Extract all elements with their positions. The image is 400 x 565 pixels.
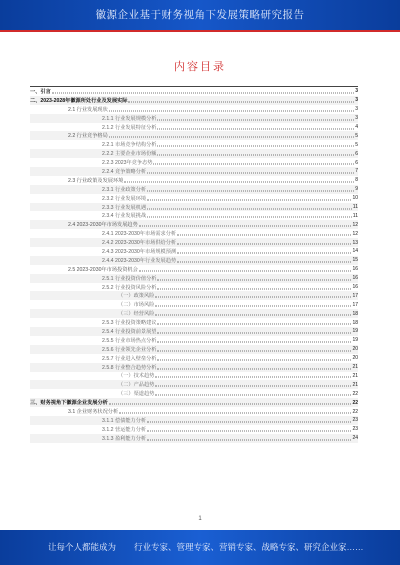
- toc-entry[interactable]: [30, 380, 358, 389]
- toc-entry-page: 17: [352, 301, 358, 308]
- toc-entry-page: 9: [355, 186, 358, 193]
- toc-entry-label: 3.1 企业财务状况分析: [68, 409, 119, 415]
- toc-entry-page: 21: [352, 372, 358, 379]
- toc-entry-page: 3: [355, 115, 358, 122]
- toc-entry[interactable]: [30, 105, 358, 114]
- toc-leader-dots: [109, 404, 352, 405]
- toc-entry-label: 2.3.1 行业政策分析: [102, 186, 147, 193]
- toc-entry-page: 22: [352, 399, 358, 406]
- toc-leader-dots: [177, 261, 351, 262]
- header-banner: [0, 0, 400, 30]
- toc-leader-dots: [155, 315, 351, 316]
- toc-entry-page: 23: [352, 426, 358, 433]
- toc-entry-page: 16: [352, 275, 358, 282]
- toc-leader-dots: [147, 208, 352, 209]
- toc-entry[interactable]: [30, 167, 358, 176]
- toc-leader-dots: [177, 244, 351, 245]
- toc-entry-page: 12: [352, 230, 358, 237]
- report-title: 徽源企业基于财务视角下发展策略研究报告: [95, 9, 305, 21]
- toc-entry-label: 2.3.2 行业发展环境: [102, 195, 147, 202]
- toc-entry-label: 2.5.2 行业投资风险分析: [102, 284, 157, 291]
- toc-entry[interactable]: [30, 283, 358, 292]
- toc-entry-label: （二）产品趋势: [118, 382, 155, 389]
- toc-leader-dots: [128, 101, 354, 102]
- toc-leader-dots: [155, 395, 351, 396]
- toc-leader-dots: [157, 288, 351, 289]
- toc-entry-label: 2.4 2023-2030年市场发展趋势: [68, 222, 138, 229]
- toc-leader-dots: [157, 332, 351, 333]
- toc-entry-page: 16: [352, 284, 358, 291]
- toc-entry-page: 21: [352, 364, 358, 371]
- toc-entry[interactable]: [30, 238, 358, 247]
- toc-entry-page: 24: [352, 435, 358, 442]
- toc-entry-page: 11: [352, 204, 358, 211]
- toc-entry-label: （二）市场风险: [118, 302, 155, 309]
- footer-banner: [0, 530, 400, 565]
- toc-entry-label: 3.1.2 营运能力分析: [102, 426, 147, 433]
- toc-entry-label: 2.1.1 行业发展规模分析: [102, 115, 157, 122]
- toc-entry-label: 二、2023-2028年徽源所处行业及发展实际: [30, 97, 128, 104]
- toc-entry-label: 2.5.5 行业市场热点分析: [102, 337, 157, 344]
- toc-entry[interactable]: [30, 211, 358, 220]
- toc-entry-label: 2.5.3 行业投资策略建议: [102, 320, 157, 327]
- toc-entry-page: 20: [352, 346, 358, 353]
- toc-leader-dots: [147, 430, 351, 431]
- toc-entry[interactable]: [30, 372, 358, 381]
- toc-leader-dots: [177, 252, 351, 253]
- header-divider: [0, 30, 400, 32]
- toc-entry[interactable]: [30, 327, 358, 336]
- toc-entry[interactable]: [30, 96, 358, 105]
- toc-entry[interactable]: [30, 203, 358, 212]
- toc-entry-page: 4: [355, 124, 358, 130]
- toc-heading: 内容目录: [174, 61, 226, 73]
- toc-entry-page: 23: [352, 417, 358, 424]
- toc-entry-label: 2.4.3 2023-2030年市场规模预测: [102, 248, 177, 255]
- toc-entry-page: 5: [355, 141, 358, 148]
- toc-entry-label: 2.3.4 行业发展挑战: [102, 213, 147, 220]
- toc-leader-dots: [157, 119, 354, 120]
- toc-entry-label: 2.4.2 2023-2030年市场供给分析: [102, 240, 177, 247]
- toc-entry-label: 2.5.4 行业投资前景展望: [102, 328, 157, 335]
- toc-entry-page: 3: [355, 106, 358, 113]
- toc-entry[interactable]: [30, 345, 358, 354]
- toc-entry-label: 2.5.1 行业投资价值分析: [102, 275, 157, 282]
- toc-entry-page: 21: [352, 381, 358, 388]
- toc-entry-page: 20: [352, 355, 358, 362]
- toc-leader-dots: [157, 350, 351, 351]
- page-number: 1: [198, 516, 202, 522]
- toc-entry[interactable]: [30, 389, 358, 398]
- toc-entry[interactable]: [30, 176, 358, 185]
- toc-leader-dots: [157, 128, 354, 129]
- toc-entry-label: 2.2.3 2023年竞争态势: [102, 160, 153, 167]
- toc-entry-page: 13: [352, 239, 358, 246]
- toc-entry[interactable]: [30, 131, 358, 140]
- toc-entry-label: 2.1 行业发展现状: [68, 106, 108, 113]
- toc-leader-dots: [157, 359, 351, 360]
- toc-entry-page: 3: [355, 88, 358, 95]
- toc-leader-dots: [157, 279, 351, 280]
- toc-entry[interactable]: [30, 140, 358, 149]
- toc-entry-page: 19: [352, 328, 358, 335]
- toc-leader-dots: [147, 421, 351, 422]
- toc-entry-label: 三、财务视角下徽源企业发展分析: [30, 400, 108, 407]
- toc-entry-label: （三）渠道趋势: [118, 391, 155, 398]
- toc-entry-page: 6: [355, 159, 358, 166]
- toc-entry-page: 17: [352, 292, 358, 299]
- toc-entry[interactable]: [30, 416, 358, 425]
- footer-left-text: 让每个人都能成为: [48, 542, 117, 552]
- toc-leader-dots: [153, 164, 354, 165]
- toc-entry-label: （一）政策风险: [118, 293, 155, 300]
- footer-right-text: 行业专家、管理专家、营销专家、战略专家、研究企业家……: [134, 542, 364, 552]
- toc-entry[interactable]: [30, 265, 358, 274]
- toc-entry[interactable]: [30, 185, 358, 194]
- toc-entry-page: 5: [355, 132, 358, 139]
- toc-entry-page: 15: [352, 257, 358, 264]
- toc-leader-dots: [139, 226, 352, 227]
- toc-entry-page: 8: [355, 177, 358, 184]
- toc-leader-dots: [139, 270, 352, 271]
- toc-entry-page: 22: [352, 408, 358, 415]
- toc-leader-dots: [157, 155, 354, 156]
- toc-entry-label: 3.1.1 偿债能力分析: [102, 417, 147, 424]
- toc-leader-dots: [157, 146, 354, 147]
- toc-entry[interactable]: [30, 300, 358, 309]
- toc-leader-dots: [147, 190, 354, 191]
- toc-entry-label: 2.5.8 行业整合趋势分析: [102, 364, 157, 371]
- toc-entry-label: 2.2.1 市场竞争结构分析: [102, 142, 157, 149]
- toc-leader-dots: [147, 199, 351, 200]
- toc-entry-label: 2.5 2023-2030年市场投资机会: [68, 266, 138, 273]
- toc-entry-label: 2.2.2 主要企业市场份额: [102, 151, 157, 158]
- toc-entry-page: 14: [352, 248, 358, 255]
- toc-entry[interactable]: [30, 309, 358, 318]
- toc-entry[interactable]: [30, 149, 358, 158]
- toc-leader-dots: [157, 324, 351, 325]
- toc-entry[interactable]: [30, 114, 358, 123]
- toc-entry[interactable]: [30, 363, 358, 372]
- toc-entry-label: （一）技术趋势: [118, 373, 155, 380]
- toc-entry-page: 6: [355, 150, 358, 157]
- toc-entry[interactable]: [30, 434, 358, 443]
- toc-entry[interactable]: [30, 291, 358, 300]
- toc-entry[interactable]: [30, 158, 358, 167]
- toc-entry[interactable]: [30, 354, 358, 363]
- toc-entry-page: 12: [352, 221, 358, 228]
- toc-entry[interactable]: [30, 274, 358, 283]
- toc-entry-label: 2.3 行业政策及发展环境: [68, 177, 124, 184]
- toc-leader-dots: [177, 235, 351, 236]
- toc-entry-label: 2.2.4 竞争策略分析: [102, 168, 147, 175]
- toc-leader-dots: [157, 368, 351, 369]
- toc-leader-dots: [109, 137, 354, 138]
- toc-entry-label: 2.4.4 2023-2030年行业发展趋势: [102, 257, 177, 264]
- toc-entry-page: 11: [352, 212, 358, 219]
- toc-entry[interactable]: [30, 87, 358, 96]
- toc-leader-dots: [147, 217, 352, 218]
- toc-entry[interactable]: [30, 398, 358, 407]
- toc-leader-dots: [124, 181, 354, 182]
- toc-entry[interactable]: [30, 123, 358, 132]
- toc-entry[interactable]: [30, 220, 358, 229]
- toc-leader-dots: [52, 92, 354, 93]
- toc-entry[interactable]: [30, 229, 358, 238]
- toc-entry-label: 2.2 行业竞争格局: [68, 133, 108, 140]
- toc-entry-label: 2.3.3 行业发展机遇: [102, 204, 147, 211]
- toc-leader-dots: [109, 110, 354, 111]
- toc-leader-dots: [155, 297, 351, 298]
- toc-entry-label: 2.5.7 行业进入壁垒分析: [102, 355, 157, 362]
- toc-leader-dots: [119, 413, 351, 414]
- toc-entry-label: 2.1.2 行业发展特征分析: [102, 124, 157, 131]
- toc-entry-label: 一、引言: [30, 88, 51, 95]
- toc-entry-page: 7: [355, 168, 358, 175]
- toc-entry[interactable]: [30, 194, 358, 203]
- toc-entry[interactable]: [30, 247, 358, 256]
- toc-entry[interactable]: [30, 336, 358, 345]
- toc-leader-dots: [147, 172, 354, 173]
- toc-entry-label: 2.5.6 行业领先企业分析: [102, 346, 157, 353]
- toc-leader-dots: [157, 341, 351, 342]
- toc-entry-label: 3.1.3 盈利能力分析: [102, 435, 147, 442]
- toc-entry-page: 16: [352, 266, 358, 273]
- toc-entry-page: 18: [352, 319, 358, 326]
- toc-leader-dots: [155, 306, 351, 307]
- toc-entry-page: 19: [352, 337, 358, 344]
- toc-leader-dots: [155, 386, 351, 387]
- table-of-contents: [30, 86, 358, 443]
- toc-entry[interactable]: [30, 425, 358, 434]
- toc-leader-dots: [147, 439, 351, 440]
- toc-entry[interactable]: [30, 318, 358, 327]
- toc-entry-label: 2.4.1 2023-2030年市场需求分析: [102, 231, 177, 238]
- toc-entry-page: 18: [352, 310, 358, 317]
- toc-entry[interactable]: [30, 407, 358, 416]
- toc-leader-dots: [155, 377, 351, 378]
- toc-entry-page: 22: [352, 390, 358, 397]
- toc-entry-page: 3: [355, 97, 358, 104]
- toc-entry[interactable]: [30, 256, 358, 265]
- toc-entry-label: （三）经营风险: [118, 311, 155, 318]
- toc-entry-page: 10: [352, 195, 358, 202]
